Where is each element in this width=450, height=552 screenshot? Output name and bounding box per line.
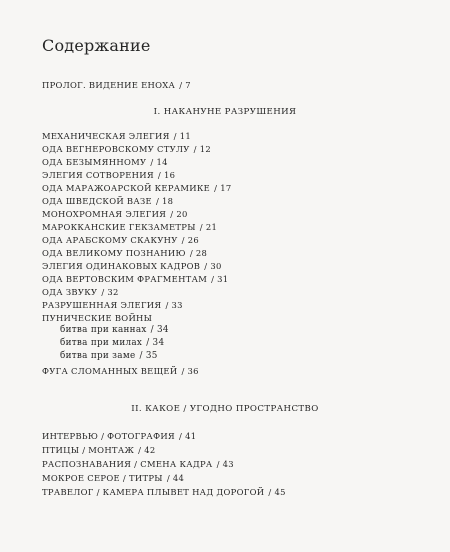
toc-entry <box>42 196 173 206</box>
entry-title: ЭЛЕГИЯ ОДИНАКОВЫХ КАДРОВ <box>42 261 201 271</box>
entry-page: / 44 <box>166 473 185 483</box>
entry-title: РАЗРУШЕННАЯ ЭЛЕГИЯ <box>42 300 162 310</box>
entry-page: / 30 <box>204 261 222 271</box>
toc-sub-entry <box>60 338 164 348</box>
toc-entry <box>42 248 207 258</box>
entry-page: / 41 <box>179 431 197 441</box>
entry-title: ОДА ВЕЛИКОМУ ПОЗНАНИЮ <box>42 248 186 258</box>
toc-entry <box>42 144 211 154</box>
toc-sub-entry <box>60 351 158 361</box>
entry-page: / 21 <box>199 222 218 232</box>
entry-page: / 33 <box>165 300 183 310</box>
toc-entry <box>42 261 222 271</box>
entry-title: МЕХАНИЧЕСКАЯ ЭЛЕГИЯ <box>42 131 170 141</box>
page-title: Содержание <box>42 36 151 55</box>
entry-title: ОДА БЕЗЫМЯННОМУ <box>42 157 147 167</box>
entry-title: ФУГА СЛОМАННЫХ ВЕЩЕЙ <box>42 366 178 376</box>
section-heading-1: I. НАКАНУНЕ РАЗРУШЕНИЯ <box>153 107 297 117</box>
entry-title: ОДА ВЕГНЕРОВСКОМУ СТУЛУ <box>42 144 190 154</box>
entry-page: / 11 <box>173 131 192 141</box>
toc-entry-prologue <box>42 80 191 90</box>
toc-entry <box>42 445 156 455</box>
toc-entry <box>42 459 234 469</box>
toc-entry <box>42 431 196 441</box>
entry-title: битва при каннах <box>60 325 147 335</box>
toc-entry <box>42 366 199 376</box>
entry-title: ИНТЕРВЬЮ / ФОТОГРАФИЯ <box>42 431 175 441</box>
entry-page: / 20 <box>170 209 188 219</box>
section-heading-2: II. КАКОЕ / УГОДНО ПРОСТРАНСТВО <box>131 404 319 414</box>
toc-entry <box>42 313 152 323</box>
entry-page: / 14 <box>150 157 168 167</box>
toc-entry <box>42 235 199 245</box>
entry-page: / 45 <box>268 487 286 497</box>
entry-title: РАСПОЗНАВАНИЯ / СМЕНА КАДРА <box>42 459 213 469</box>
entry-page: / 42 <box>138 445 156 455</box>
entry-title: МОНОХРОМНАЯ ЭЛЕГИЯ <box>42 209 167 219</box>
entry-title: битва при заме <box>60 351 136 361</box>
entry-title: ЭЛЕГИЯ СОТВОРЕНИЯ <box>42 170 154 180</box>
toc-entry <box>42 209 188 219</box>
toc-entry <box>42 222 217 232</box>
toc-entry <box>42 274 228 284</box>
entry-title: битва при милах <box>60 338 143 348</box>
entry-title: ОДА ЗВУКУ <box>42 287 98 297</box>
entry-page: / 34 <box>150 325 169 335</box>
toc-entry <box>42 170 175 180</box>
entry-title: ОДА АРАБСКОМУ СКАКУНУ <box>42 235 178 245</box>
toc-entry <box>42 300 183 310</box>
entry-title: МОКРОЕ СЕРОЕ / ТИТРЫ <box>42 473 163 483</box>
entry-page: / 43 <box>216 459 234 469</box>
toc-entry <box>42 487 286 497</box>
entry-page: / 16 <box>157 170 176 180</box>
toc-entry <box>42 287 119 297</box>
entry-page: / 34 <box>146 338 165 348</box>
entry-page: / 28 <box>189 248 208 258</box>
entry-page: / 18 <box>155 196 174 206</box>
entry-page: / 36 <box>181 366 199 376</box>
entry-page: / 31 <box>211 274 229 284</box>
entry-page: / 7 <box>179 80 191 90</box>
entry-page: / 32 <box>101 287 119 297</box>
entry-title: ПРОЛОГ. ВИДЕНИЕ ЕНОХА <box>42 80 176 90</box>
entry-title: ОДА МАРАЖОАРСКОЙ КЕРАМИКЕ <box>42 183 211 193</box>
toc-entry <box>42 473 184 483</box>
toc-entry <box>42 157 168 167</box>
entry-title: ПУНИЧЕСКИЕ ВОЙНЫ <box>42 313 153 323</box>
entry-title: ПТИЦЫ / МОНТАЖ <box>42 445 135 455</box>
entry-page: / 26 <box>181 235 199 245</box>
entry-page: / 12 <box>193 144 211 154</box>
entry-title: ОДА ВЕРТОВСКИМ ФРАГМЕНТАМ <box>42 274 208 284</box>
entry-page: / 17 <box>214 183 232 193</box>
toc-entry <box>42 183 231 193</box>
entry-title: МАРОККАНСКИЕ ГЕКЗАМЕТРЫ <box>42 222 196 232</box>
entry-title: ТРАВЕЛОГ / КАМЕРА ПЛЫВЕТ НАД ДОРОГОЙ <box>42 487 265 497</box>
toc-sub-entry <box>60 325 169 335</box>
toc-entry <box>42 131 191 141</box>
entry-page: / 35 <box>139 351 158 361</box>
entry-title: ОДА ШВЕДСКОЙ ВАЗЕ <box>42 196 152 206</box>
